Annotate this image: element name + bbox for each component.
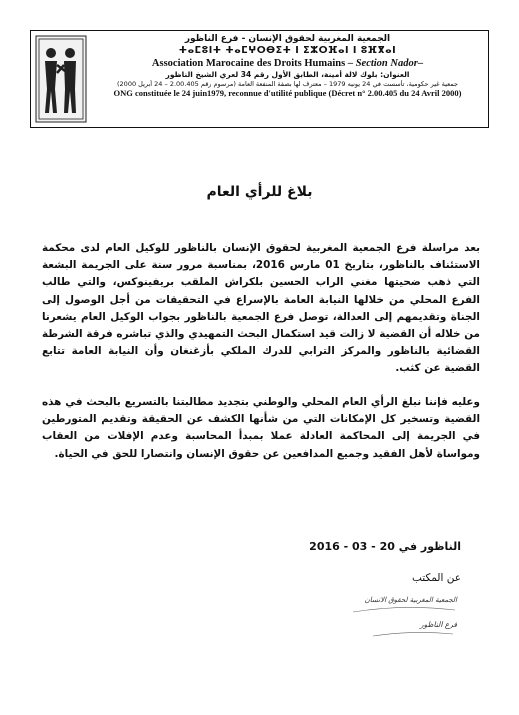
letterhead-text — [91, 34, 484, 124]
org-name-french — [91, 57, 484, 70]
stamp-line-1: الجمعية المغربية لحقوق الانسان — [364, 596, 457, 604]
body-paragraph-2: وعليه فإننا نبلغ الرأي العام المحلي والوطني بتجديد مطالبتنا بالتسريع بالبحث في هذه القضية وتسخير كل الإمكانات التي من شأنها الكشف عن الحقيقة وتقديم المتورطين في الجريمة إلى المحاكمة العادلة عملا بمبدأ المحاسبة وعدم الإفلات من العقاب ومواساة لأهل الفقيد وجميع المدافعين عن حقوق الإنسان وانتصارا للحق في الحياة. — [42, 396, 480, 460]
signature-label: عن المكتب — [411, 572, 461, 584]
document-title: بلاغ للرأي العام — [206, 184, 313, 200]
organization-logo-graphic — [35, 35, 87, 123]
stamp-line-2: فرع الناظور — [420, 620, 457, 629]
letterhead — [30, 30, 489, 128]
organization-stamp — [343, 590, 463, 644]
legal-status-french: ONG constituée le 24 juin1979, reconnue d'utilité publique (Décret n° 2.00.405 du 24 Avril 2000) — [113, 87, 462, 98]
organization-logo — [35, 35, 87, 123]
section-name-french: – Section Nador– — [347, 58, 424, 70]
org-name-arabic: الجمعية المغربية لحقوق الإنسان - فرع الناظور — [184, 34, 391, 44]
address-arabic: العنوان: بلوك لالة أمينة، الطابق الأول رقم 34 لعري الشيخ الناظور — [165, 70, 410, 80]
org-name-tifinagh: ⵜⴰⵎⵓⵏⵜ ⵜⴰⵎⵖⵔⴱⵉⵜ ⵏ ⵉⵣⵔⴼⴰⵏ ⵏ ⵓⴼⴳⴰⵏ — [178, 45, 397, 57]
legal-status-arabic: جمعية غير حكومية، تأسست في 24 يونيه 1979 – معترف لها بصفة المنفعة العامة (مرسوم رقم 2.00.405 – 24 أبريل 2000) — [117, 79, 458, 88]
date-line: الناظور في 20 - 03 - 2016 — [309, 540, 461, 553]
org-name-french-main: Association Marocaine des Droits Humains — [151, 58, 346, 70]
body-paragraph-1: بعد مراسلة فرع الجمعية المغربية لحقوق الإنسان بالناظور للوكيل العام لدى محكمة الاستئناف بالناظور، بتاريخ 01 مارس 2016، بمناسبة مرور سنة على الجريمة البشعة التي ذهب ضحيتها مغني الراب الحسين بلكراش الملقب بريفينوكس، والتي طالب الفرع المحلي من خلالها النيابة العامة بالإسراع في التحقيقات من أجل الوصول إلى الجناة وتقديمهم إلى العدالة، توصل فرع الجمعية بالناظور بجواب الوكيل العام يشعرنا من خلاله أن القضية لا زالت قيد استكمال البحث التمهيدي والذي تباشره فرقة الشرطة القضائية بالناظور والمركز الترابي للدرك الملكي بأزغنغان وأن النيابة العامة تتابع القضية عن كثب. — [42, 242, 480, 375]
